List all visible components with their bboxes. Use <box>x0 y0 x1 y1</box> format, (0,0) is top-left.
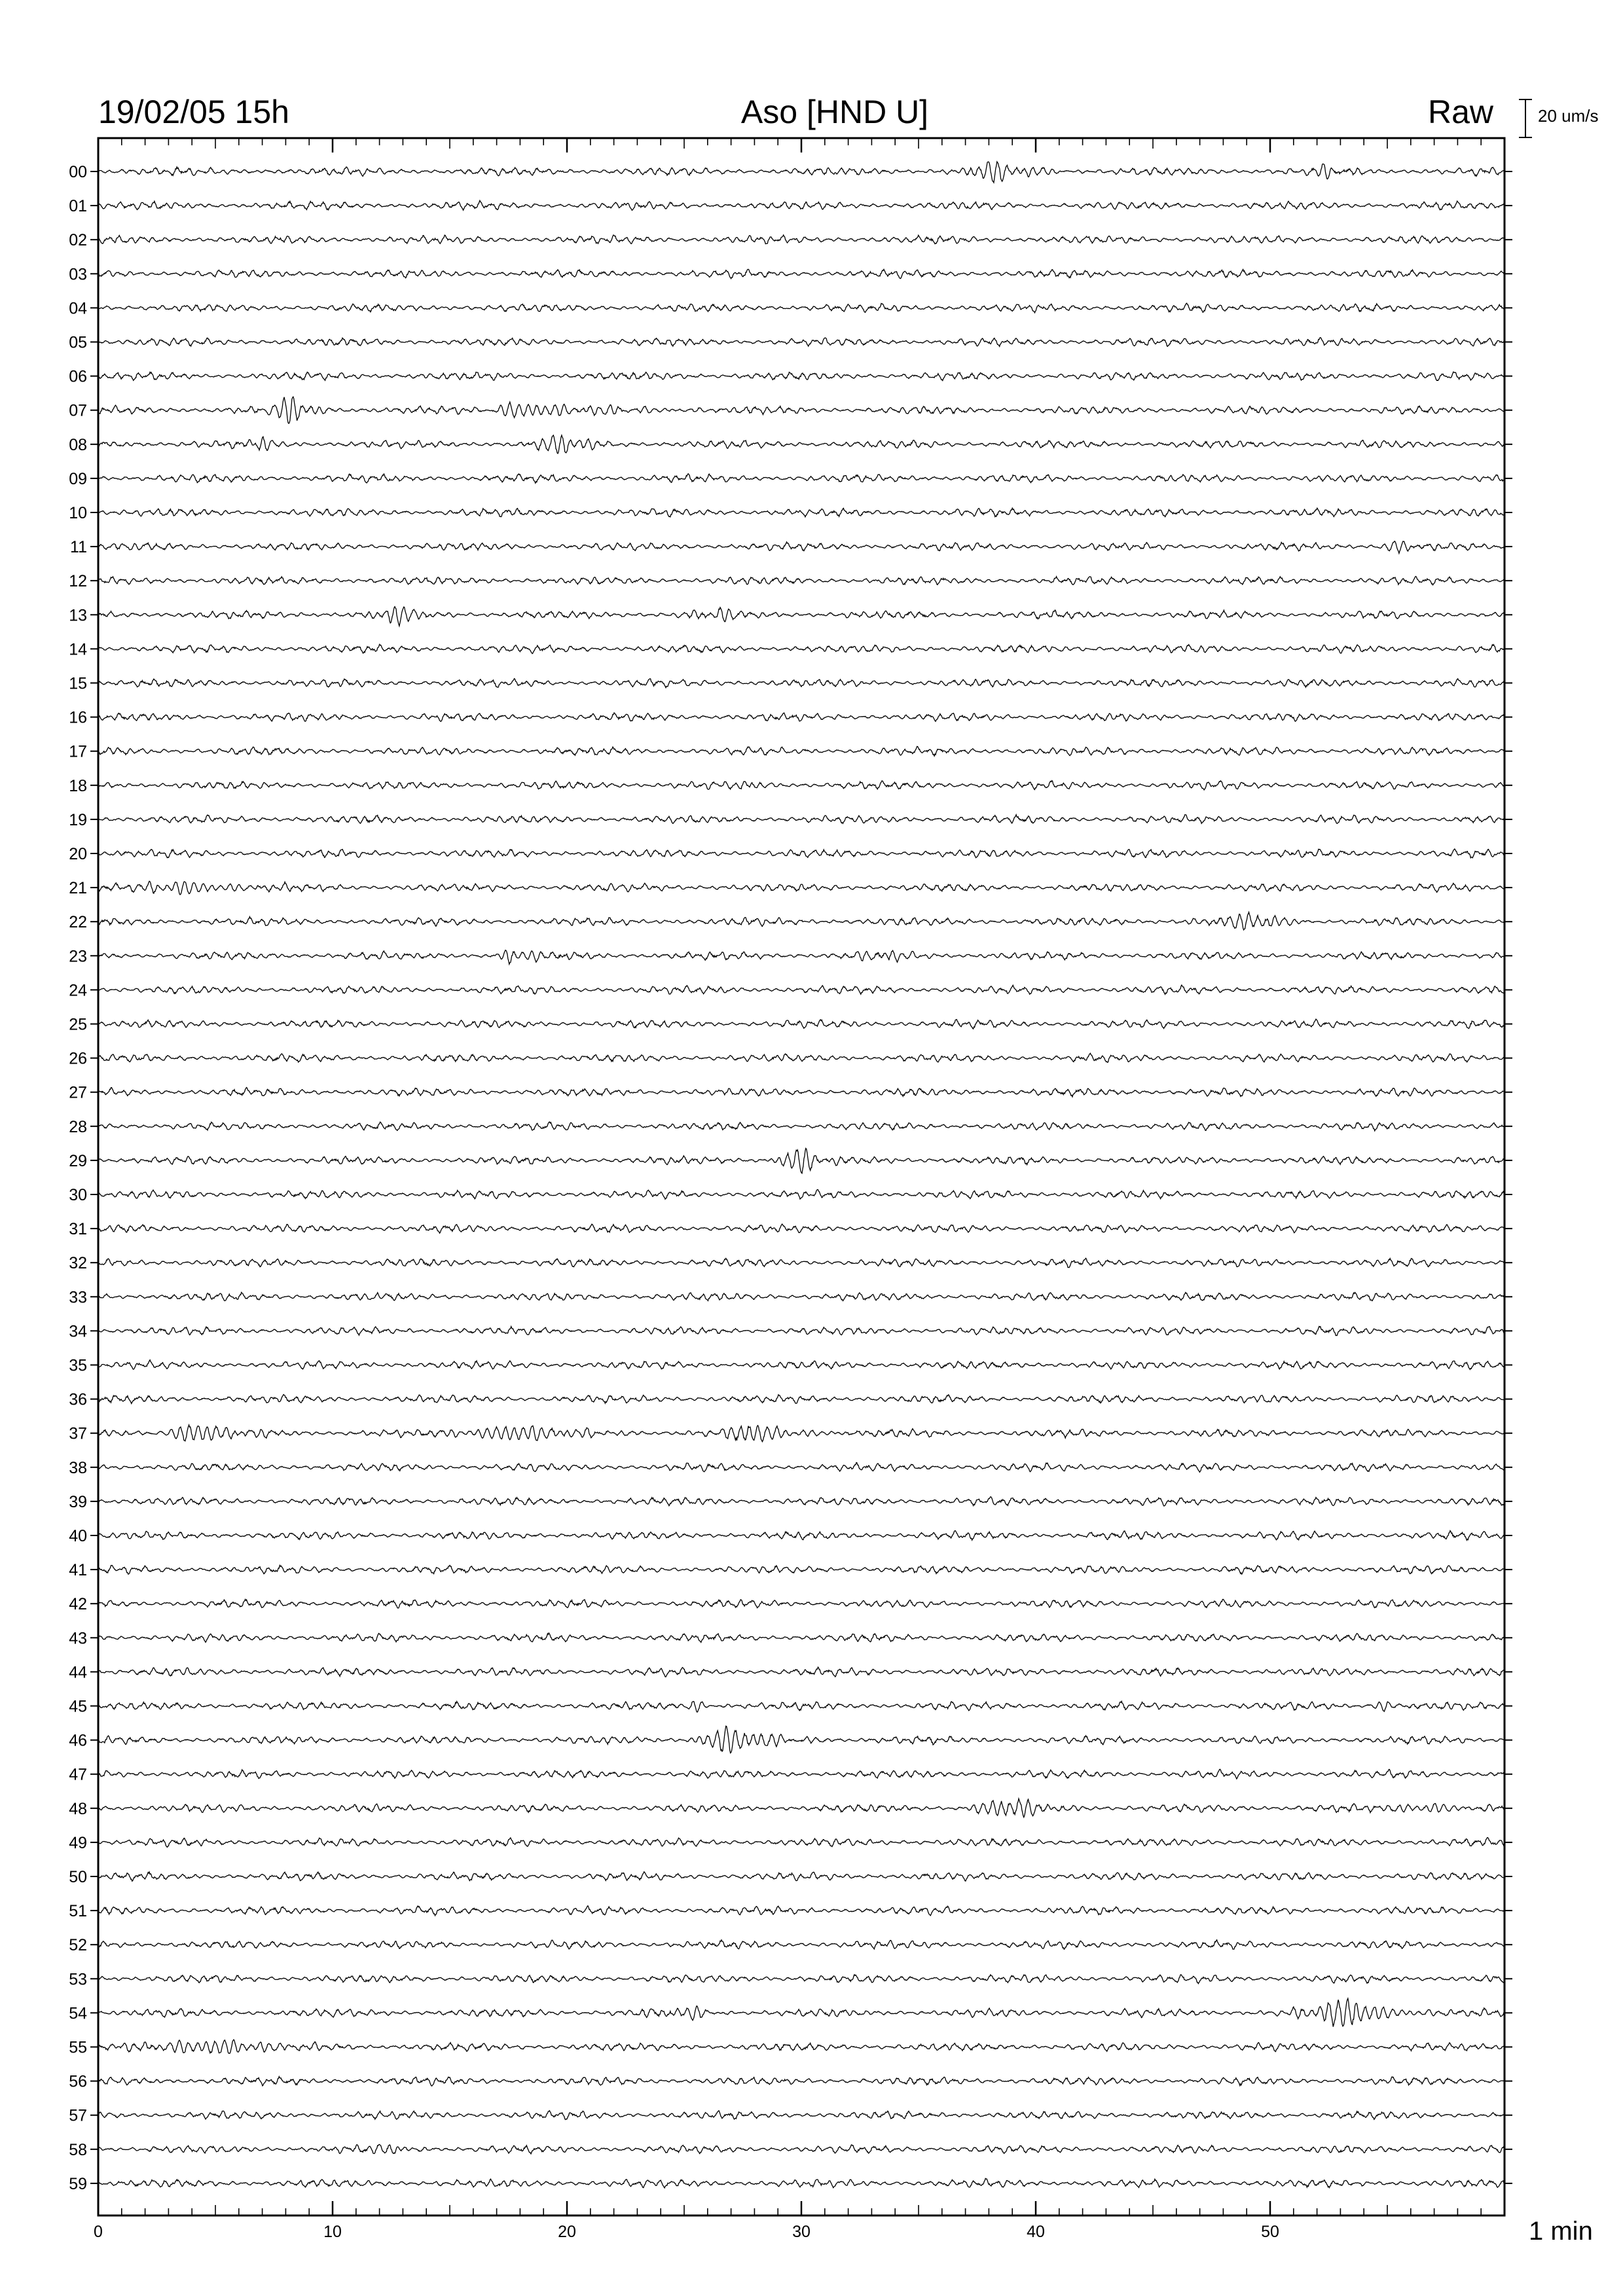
row-label-38: 38 <box>69 1458 87 1477</box>
row-label-52: 52 <box>69 1936 87 1955</box>
x-tick-label-50: 50 <box>1261 2223 1279 2241</box>
trace-row-53 <box>98 1975 1504 1984</box>
trace-row-23 <box>98 950 1504 965</box>
trace-row-54 <box>98 1998 1504 2026</box>
row-label-29: 29 <box>69 1151 87 1170</box>
trace-row-18 <box>98 781 1504 790</box>
row-label-44: 44 <box>69 1663 87 1682</box>
station-title: Aso [HND U] <box>740 94 929 130</box>
trace-row-10 <box>98 508 1504 517</box>
plot-frame <box>98 138 1504 2215</box>
trace-row-21 <box>98 881 1504 895</box>
trace-row-47 <box>98 1769 1504 1779</box>
trace-row-40 <box>98 1531 1504 1541</box>
row-label-01: 01 <box>69 197 87 216</box>
trace-row-00 <box>98 162 1504 183</box>
row-label-09: 09 <box>69 469 87 488</box>
trace-row-26 <box>98 1053 1504 1062</box>
row-label-46: 46 <box>69 1731 87 1750</box>
trace-row-39 <box>98 1497 1504 1506</box>
row-label-08: 08 <box>69 435 87 454</box>
trace-row-31 <box>98 1224 1504 1233</box>
x-tick-label-30: 30 <box>792 2223 811 2241</box>
row-label-25: 25 <box>69 1015 87 1034</box>
row-label-21: 21 <box>69 879 87 898</box>
trace-row-12 <box>98 577 1504 585</box>
trace-row-57 <box>98 2111 1504 2120</box>
date-hour-label: 19/02/05 15h <box>98 94 289 130</box>
trace-row-13 <box>98 607 1504 626</box>
trace-row-43 <box>98 1633 1504 1642</box>
trace-row-52 <box>98 1940 1504 1949</box>
row-label-group <box>69 163 87 2193</box>
row-label-03: 03 <box>69 265 87 284</box>
trace-row-06 <box>98 372 1504 380</box>
trace-row-07 <box>98 397 1504 423</box>
trace-row-14 <box>98 645 1504 654</box>
row-label-55: 55 <box>69 2038 87 2057</box>
x-tick-label-20: 20 <box>558 2223 576 2241</box>
x-axis-label: 1 min <box>1529 2217 1593 2246</box>
axis-group <box>90 138 1512 2241</box>
trace-row-20 <box>98 849 1504 858</box>
trace-row-33 <box>98 1293 1504 1301</box>
row-label-04: 04 <box>69 299 87 318</box>
row-label-10: 10 <box>69 504 87 522</box>
row-label-42: 42 <box>69 1595 87 1614</box>
row-label-05: 05 <box>69 333 87 352</box>
row-label-34: 34 <box>69 1322 87 1341</box>
trace-row-45 <box>98 1701 1504 1712</box>
trace-row-59 <box>98 2178 1504 2188</box>
row-label-48: 48 <box>69 1799 87 1818</box>
trace-row-49 <box>98 1838 1504 1848</box>
row-label-36: 36 <box>69 1390 87 1409</box>
row-label-19: 19 <box>69 810 87 829</box>
row-label-12: 12 <box>69 572 87 591</box>
trace-row-17 <box>98 746 1504 756</box>
row-label-56: 56 <box>69 2072 87 2091</box>
row-label-47: 47 <box>69 1765 87 1784</box>
trace-row-25 <box>98 1019 1504 1029</box>
row-label-49: 49 <box>69 1833 87 1852</box>
trace-row-22 <box>98 912 1504 930</box>
trace-row-01 <box>98 200 1504 210</box>
trace-row-35 <box>98 1360 1504 1370</box>
row-label-06: 06 <box>69 367 87 386</box>
row-label-54: 54 <box>69 2004 87 2023</box>
trace-row-38 <box>98 1463 1504 1473</box>
trace-row-34 <box>98 1327 1504 1336</box>
mode-label: Raw <box>1427 94 1493 130</box>
row-label-30: 30 <box>69 1186 87 1204</box>
trace-row-46 <box>98 1726 1504 1753</box>
trace-row-28 <box>98 1122 1504 1131</box>
trace-row-11 <box>98 541 1504 554</box>
trace-row-32 <box>98 1258 1504 1267</box>
trace-row-41 <box>98 1566 1504 1575</box>
row-label-41: 41 <box>69 1561 87 1580</box>
row-label-16: 16 <box>69 708 87 727</box>
row-label-43: 43 <box>69 1629 87 1648</box>
row-label-59: 59 <box>69 2174 87 2193</box>
trace-row-24 <box>98 985 1504 994</box>
row-label-28: 28 <box>69 1117 87 1136</box>
trace-row-04 <box>98 303 1504 313</box>
row-label-35: 35 <box>69 1356 87 1375</box>
trace-row-51 <box>98 1906 1504 1916</box>
trace-row-08 <box>98 435 1504 454</box>
x-tick-label-0: 0 <box>94 2223 103 2241</box>
row-label-37: 37 <box>69 1424 87 1443</box>
row-label-13: 13 <box>69 606 87 625</box>
trace-row-42 <box>98 1600 1504 1609</box>
trace-row-37 <box>98 1425 1504 1442</box>
trace-row-36 <box>98 1395 1504 1404</box>
trace-row-05 <box>98 338 1504 347</box>
trace-row-30 <box>98 1190 1504 1200</box>
row-label-27: 27 <box>69 1083 87 1102</box>
trace-row-44 <box>98 1667 1504 1677</box>
row-label-00: 00 <box>69 163 87 181</box>
trace-row-48 <box>98 1799 1504 1817</box>
row-label-51: 51 <box>69 1902 87 1921</box>
trace-row-55 <box>98 2039 1504 2053</box>
trace-row-15 <box>98 679 1504 688</box>
row-label-11: 11 <box>70 538 87 557</box>
trace-row-29 <box>98 1149 1504 1174</box>
row-label-22: 22 <box>69 913 87 932</box>
row-label-45: 45 <box>69 1697 87 1716</box>
trace-row-19 <box>98 815 1504 824</box>
trace-row-03 <box>98 269 1504 278</box>
row-label-24: 24 <box>69 981 87 1000</box>
row-label-17: 17 <box>69 742 87 761</box>
row-label-53: 53 <box>69 1970 87 1989</box>
row-label-31: 31 <box>69 1220 87 1239</box>
row-label-02: 02 <box>69 231 87 250</box>
row-label-50: 50 <box>69 1868 87 1886</box>
trace-row-09 <box>98 474 1504 483</box>
x-tick-label-40: 40 <box>1027 2223 1045 2241</box>
row-label-39: 39 <box>69 1492 87 1511</box>
row-label-32: 32 <box>69 1254 87 1273</box>
trace-row-27 <box>98 1088 1504 1097</box>
row-label-26: 26 <box>69 1049 87 1068</box>
row-label-18: 18 <box>69 776 87 795</box>
row-label-07: 07 <box>69 401 87 420</box>
row-label-40: 40 <box>69 1527 87 1545</box>
trace-row-16 <box>98 713 1504 721</box>
trace-row-56 <box>98 2077 1504 2087</box>
row-label-58: 58 <box>69 2140 87 2159</box>
row-label-15: 15 <box>69 674 87 693</box>
trace-row-02 <box>98 235 1504 244</box>
row-label-20: 20 <box>69 845 87 863</box>
row-label-57: 57 <box>69 2106 87 2125</box>
row-label-14: 14 <box>69 640 87 659</box>
x-tick-label-10: 10 <box>323 2223 342 2241</box>
row-label-33: 33 <box>69 1288 87 1307</box>
trace-row-58 <box>98 2145 1504 2154</box>
trace-row-50 <box>98 1872 1504 1881</box>
trace-group <box>98 162 1504 2188</box>
amplitude-scale-label: 20 um/s <box>1538 106 1599 126</box>
row-label-23: 23 <box>69 947 87 966</box>
